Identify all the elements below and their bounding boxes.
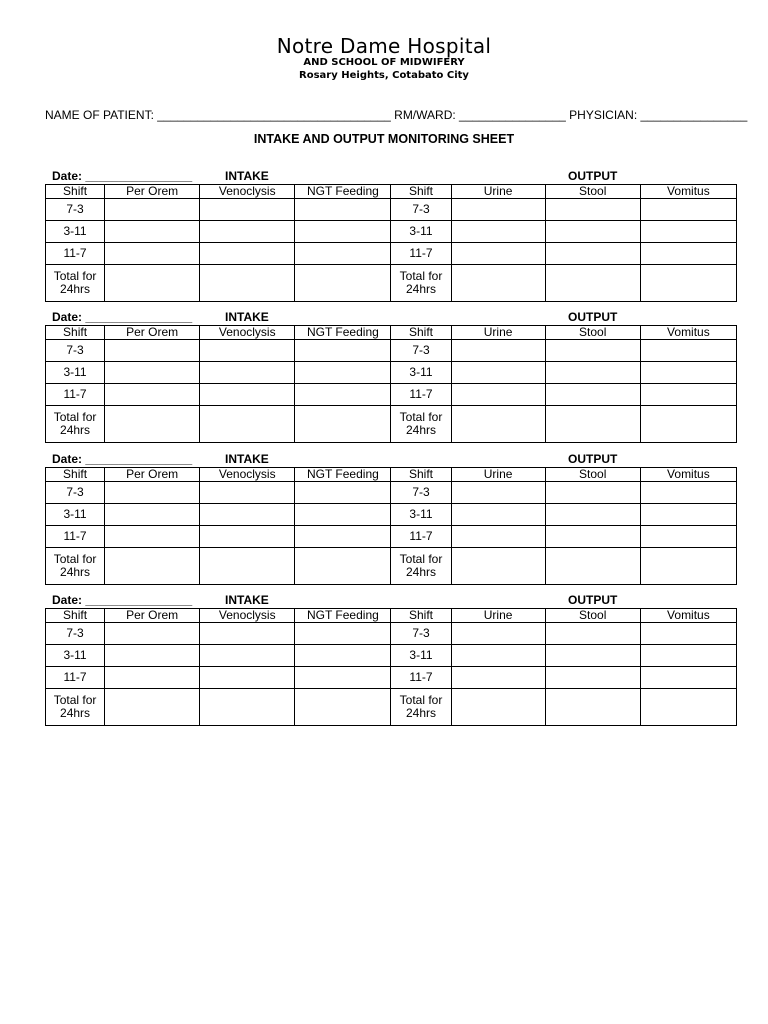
column-header: Stool (545, 185, 640, 199)
intake-label: INTAKE (225, 169, 269, 183)
total-cell[interactable] (451, 406, 545, 443)
shift-label: 11-7 (46, 384, 105, 406)
shift-label: 3-11 (391, 645, 451, 667)
entry-cell[interactable] (545, 340, 640, 362)
entry-cell[interactable] (640, 623, 736, 645)
entry-cell[interactable] (295, 526, 391, 548)
entry-cell[interactable] (105, 526, 200, 548)
entry-cell[interactable] (545, 526, 640, 548)
entry-cell[interactable] (105, 221, 200, 243)
entry-cell[interactable] (545, 645, 640, 667)
entry-cell[interactable] (640, 645, 736, 667)
entry-cell[interactable] (640, 504, 736, 526)
total-label-line1: Total for (399, 693, 443, 707)
shift-label: 3-11 (391, 362, 451, 384)
total-row (46, 406, 737, 443)
column-header: Venoclysis (200, 185, 295, 199)
total-label-line1: Total for (53, 693, 97, 707)
output-label: OUTPUT (568, 169, 618, 183)
total-cell[interactable] (640, 406, 736, 443)
shift-label: 7-3 (46, 340, 105, 362)
shift-label: 7-3 (391, 482, 451, 504)
total-label-line1: Total for (399, 269, 443, 283)
entry-cell[interactable] (640, 243, 736, 265)
column-header-row (46, 185, 737, 199)
column-header: NGT Feeding (295, 468, 391, 482)
column-header: Shift (391, 609, 451, 623)
total-label-line1: Total for (53, 552, 97, 566)
total-label (46, 689, 105, 726)
entry-cell[interactable] (200, 623, 295, 645)
shift-row (46, 384, 737, 406)
shift-label: 7-3 (391, 623, 451, 645)
column-header: Vomitus (640, 185, 736, 199)
column-header: Per Orem (105, 609, 200, 623)
total-cell[interactable] (451, 689, 545, 726)
entry-cell[interactable] (640, 221, 736, 243)
shift-label: 3-11 (46, 645, 105, 667)
entry-cell[interactable] (295, 221, 391, 243)
entry-cell[interactable] (545, 221, 640, 243)
entry-cell[interactable] (451, 482, 545, 504)
shift-row (46, 482, 737, 504)
entry-cell[interactable] (105, 504, 200, 526)
date-field[interactable]: Date: ________________ (52, 169, 193, 183)
entry-cell[interactable] (545, 504, 640, 526)
column-header: Venoclysis (200, 326, 295, 340)
entry-cell[interactable] (200, 526, 295, 548)
shift-row (46, 667, 737, 689)
entry-cell[interactable] (295, 199, 391, 221)
intake-label: INTAKE (225, 452, 269, 466)
monitoring-block (45, 170, 737, 302)
entry-cell[interactable] (200, 384, 295, 406)
entry-cell[interactable] (200, 667, 295, 689)
total-cell[interactable] (105, 689, 200, 726)
column-header: Per Orem (105, 326, 200, 340)
entry-cell[interactable] (640, 384, 736, 406)
entry-cell[interactable] (105, 199, 200, 221)
entry-cell[interactable] (640, 199, 736, 221)
entry-cell[interactable] (295, 243, 391, 265)
total-label (46, 548, 105, 585)
shift-label: 7-3 (46, 482, 105, 504)
total-label-line1: Total for (399, 410, 443, 424)
entry-cell[interactable] (200, 340, 295, 362)
date-field[interactable]: Date: ________________ (52, 452, 193, 466)
column-header: Per Orem (105, 468, 200, 482)
total-label (46, 265, 105, 302)
column-header: Shift (391, 185, 451, 199)
shift-row (46, 340, 737, 362)
column-header: Stool (545, 609, 640, 623)
total-label-line2: 24hrs (405, 565, 436, 579)
total-row (46, 265, 737, 302)
entry-cell[interactable] (451, 526, 545, 548)
shift-label: 7-3 (46, 199, 105, 221)
date-field[interactable]: Date: ________________ (52, 310, 193, 324)
total-label-line2: 24hrs (60, 706, 91, 720)
total-label (391, 265, 451, 302)
entry-cell[interactable] (451, 340, 545, 362)
monitoring-block (45, 453, 737, 585)
shift-label: 7-3 (391, 340, 451, 362)
output-label: OUTPUT (568, 452, 618, 466)
shift-row (46, 221, 737, 243)
shift-row (46, 199, 737, 221)
total-label (391, 689, 451, 726)
total-label-line2: 24hrs (60, 565, 91, 579)
column-header: Shift (391, 326, 451, 340)
entry-cell[interactable] (451, 243, 545, 265)
total-label-line1: Total for (399, 552, 443, 566)
entry-cell[interactable] (105, 482, 200, 504)
entry-cell[interactable] (105, 623, 200, 645)
output-label: OUTPUT (568, 310, 618, 324)
column-header: Vomitus (640, 609, 736, 623)
total-label (391, 406, 451, 443)
total-label-line2: 24hrs (405, 423, 436, 437)
shift-label: 3-11 (46, 221, 105, 243)
column-header: Vomitus (640, 468, 736, 482)
total-cell[interactable] (105, 265, 200, 302)
column-header: NGT Feeding (295, 326, 391, 340)
entry-cell[interactable] (200, 243, 295, 265)
entry-cell[interactable] (105, 362, 200, 384)
column-header-row (46, 609, 737, 623)
entry-cell[interactable] (545, 199, 640, 221)
entry-cell[interactable] (545, 623, 640, 645)
hospital-name: Notre Dame Hospital (276, 34, 492, 58)
entry-cell[interactable] (105, 340, 200, 362)
entry-cell[interactable] (200, 199, 295, 221)
entry-cell[interactable] (451, 667, 545, 689)
entry-cell[interactable] (200, 645, 295, 667)
monitoring-block (45, 594, 737, 726)
column-header: NGT Feeding (295, 609, 391, 623)
shift-row (46, 645, 737, 667)
date-field[interactable]: Date: ________________ (52, 593, 193, 607)
total-label-line1: Total for (53, 269, 97, 283)
column-header: Venoclysis (200, 468, 295, 482)
intake-label: INTAKE (225, 593, 269, 607)
entry-cell[interactable] (451, 362, 545, 384)
entry-cell[interactable] (640, 526, 736, 548)
shift-label: 11-7 (46, 243, 105, 265)
output-label: OUTPUT (568, 593, 618, 607)
entry-cell[interactable] (451, 384, 545, 406)
hospital-address: Rosary Heights, Cotabato City (299, 70, 469, 81)
shift-row (46, 362, 737, 384)
total-cell[interactable] (295, 548, 391, 585)
column-header: Urine (451, 326, 545, 340)
shift-label: 3-11 (46, 362, 105, 384)
total-cell[interactable] (295, 265, 391, 302)
column-header: NGT Feeding (295, 185, 391, 199)
column-header: Venoclysis (200, 609, 295, 623)
column-header: Shift (46, 468, 105, 482)
entry-cell[interactable] (105, 384, 200, 406)
shift-label: 11-7 (391, 384, 451, 406)
shift-label: 7-3 (391, 199, 451, 221)
monitoring-block (45, 311, 737, 443)
column-header-row (46, 326, 737, 340)
entry-cell[interactable] (545, 384, 640, 406)
entry-cell[interactable] (105, 243, 200, 265)
intake-output-table (45, 467, 737, 585)
hospital-subtitle: AND SCHOOL OF MIDWIFERY (303, 57, 465, 68)
entry-cell[interactable] (295, 362, 391, 384)
intake-output-table (45, 325, 737, 443)
total-cell[interactable] (295, 406, 391, 443)
total-cell[interactable] (105, 548, 200, 585)
total-label-line2: 24hrs (60, 423, 91, 437)
block-header (45, 311, 737, 325)
total-cell[interactable] (200, 548, 295, 585)
total-cell[interactable] (295, 689, 391, 726)
total-cell[interactable] (545, 689, 640, 726)
entry-cell[interactable] (451, 623, 545, 645)
entry-cell[interactable] (545, 362, 640, 384)
column-header: Shift (46, 326, 105, 340)
total-label-line2: 24hrs (405, 706, 436, 720)
total-cell[interactable] (105, 406, 200, 443)
shift-row (46, 623, 737, 645)
column-header: Urine (451, 185, 545, 199)
block-header (45, 594, 737, 608)
column-header: Per Orem (105, 185, 200, 199)
entry-cell[interactable] (105, 667, 200, 689)
entry-cell[interactable] (451, 645, 545, 667)
entry-cell[interactable] (295, 482, 391, 504)
total-cell[interactable] (451, 548, 545, 585)
entry-cell[interactable] (545, 667, 640, 689)
total-label-line2: 24hrs (60, 282, 91, 296)
entry-cell[interactable] (200, 482, 295, 504)
entry-cell[interactable] (451, 199, 545, 221)
column-header: Shift (391, 468, 451, 482)
shift-row (46, 243, 737, 265)
total-cell[interactable] (200, 689, 295, 726)
total-cell[interactable] (200, 406, 295, 443)
total-cell[interactable] (640, 689, 736, 726)
entry-cell[interactable] (295, 340, 391, 362)
entry-cell[interactable] (200, 362, 295, 384)
entry-cell[interactable] (295, 504, 391, 526)
intake-output-table (45, 184, 737, 302)
column-header: Vomitus (640, 326, 736, 340)
shift-label: 11-7 (391, 526, 451, 548)
shift-label: 11-7 (391, 667, 451, 689)
shift-row (46, 504, 737, 526)
entry-cell[interactable] (451, 221, 545, 243)
block-header (45, 453, 737, 467)
shift-label: 3-11 (391, 221, 451, 243)
total-cell[interactable] (545, 265, 640, 302)
total-row (46, 689, 737, 726)
column-header: Urine (451, 468, 545, 482)
total-cell[interactable] (451, 265, 545, 302)
total-label (391, 548, 451, 585)
column-header-row (46, 468, 737, 482)
intake-label: INTAKE (225, 310, 269, 324)
entry-cell[interactable] (640, 667, 736, 689)
entry-cell[interactable] (105, 645, 200, 667)
column-header: Urine (451, 609, 545, 623)
entry-cell[interactable] (295, 667, 391, 689)
shift-label: 11-7 (46, 667, 105, 689)
total-label-line2: 24hrs (405, 282, 436, 296)
entry-cell[interactable] (545, 482, 640, 504)
entry-cell[interactable] (545, 243, 640, 265)
shift-label: 7-3 (46, 623, 105, 645)
shift-label: 11-7 (391, 243, 451, 265)
total-row (46, 548, 737, 585)
total-cell[interactable] (200, 265, 295, 302)
shift-label: 11-7 (46, 526, 105, 548)
entry-cell[interactable] (295, 623, 391, 645)
patient-info-line[interactable]: NAME OF PATIENT: ___________________________________ RM/WARD: ________________ PHYSICIAN: ________________ (45, 108, 748, 122)
entry-cell[interactable] (295, 384, 391, 406)
sheet-title: INTAKE AND OUTPUT MONITORING SHEET (253, 132, 515, 146)
column-header: Shift (46, 609, 105, 623)
column-header: Stool (545, 468, 640, 482)
entry-cell[interactable] (640, 362, 736, 384)
column-header: Shift (46, 185, 105, 199)
entry-cell[interactable] (640, 340, 736, 362)
total-cell[interactable] (640, 265, 736, 302)
shift-label: 3-11 (391, 504, 451, 526)
entry-cell[interactable] (640, 482, 736, 504)
column-header: Stool (545, 326, 640, 340)
entry-cell[interactable] (200, 221, 295, 243)
entry-cell[interactable] (295, 645, 391, 667)
entry-cell[interactable] (451, 504, 545, 526)
total-cell[interactable] (545, 406, 640, 443)
entry-cell[interactable] (200, 504, 295, 526)
intake-output-table (45, 608, 737, 726)
total-cell[interactable] (545, 548, 640, 585)
shift-row (46, 526, 737, 548)
shift-label: 3-11 (46, 504, 105, 526)
total-label-line1: Total for (53, 410, 97, 424)
total-label (46, 406, 105, 443)
block-header (45, 170, 737, 184)
total-cell[interactable] (640, 548, 736, 585)
